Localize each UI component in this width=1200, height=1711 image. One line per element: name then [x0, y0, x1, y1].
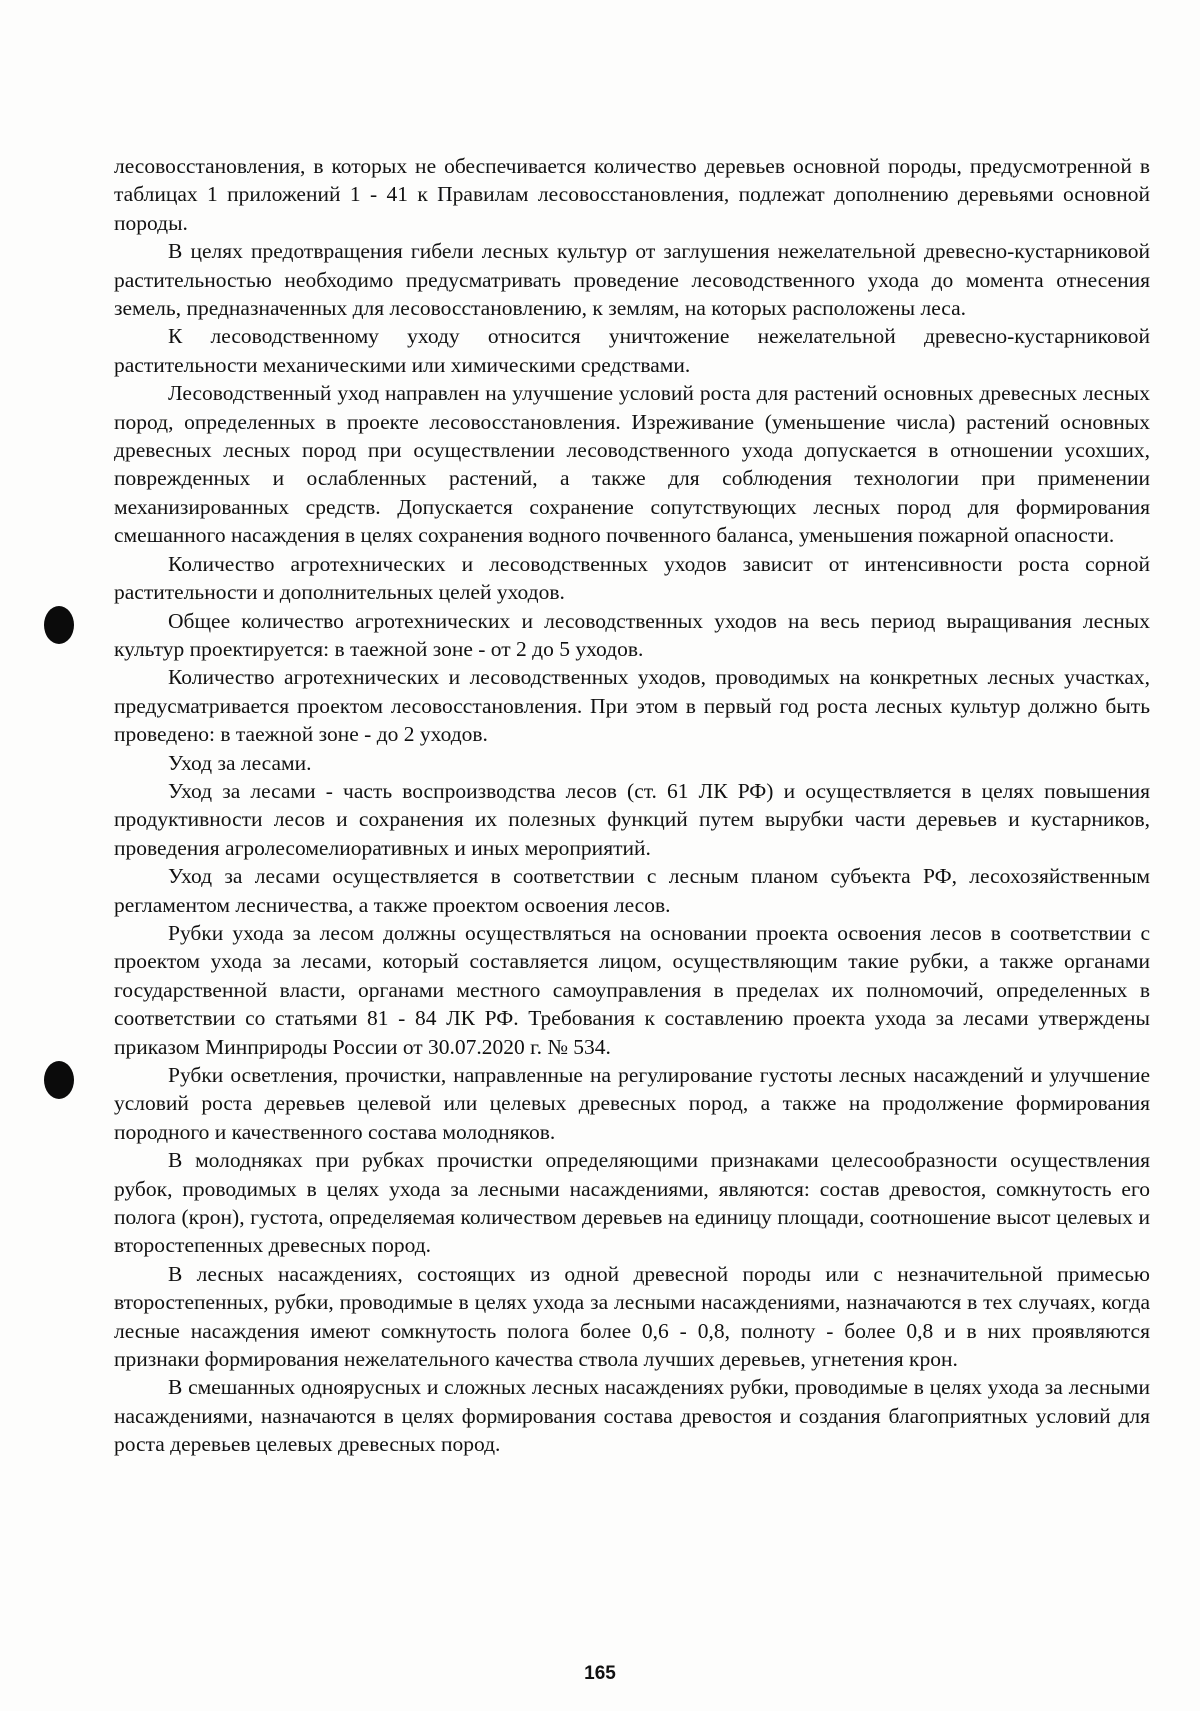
paragraph: Общее количество агротехнических и лесоводственных уходов на весь период выращивания лесных культур проектируется: в таежной зоне - от 2 до 5 уходов.	[114, 608, 1150, 661]
paragraph: В целях предотвращения гибели лесных культур от заглушения нежелательной древесно-кустарниковой растительностью необходимо предусматривать проведение лесоводственного ухода до момента отнесения земель, предназначенных для лесовосстановлению, к землям, на которых расположены леса.	[114, 239, 1150, 321]
paragraph: Уход за лесами осуществляется в соответствии с лесным планом субъекта РФ, лесохозяйственным регламентом лесничества, а также проектом освоения лесов.	[114, 864, 1150, 917]
paragraph: лесовосстановления, в которых не обеспечивается количество деревьев основной породы, предусмотренной в таблицах 1 приложений 1 - 41 к Правилам лесовосстановления, подлежат дополнению деревьями основной породы.	[114, 154, 1150, 235]
paragraph: Рубки ухода за лесом должны осуществляться на основании проекта освоения лесов в соответствии с проектом ухода за лесами, который составляется лицом, осуществляющим такие рубки, а также органами государственной власти, органами местного самоуправления в пределах их полномочий, определенных в соответствии со статьями 81 - 84 ЛК РФ. Требования к составлению проекта ухода за лесами утверждены приказом Минприроды России от 30.07.2020 г. № 534.	[114, 920, 1150, 1059]
paragraph: Количество агротехнических и лесоводственных уходов, проводимых на конкретных лесных участках, предусматривается проектом лесовосстановления. При этом в первый год роста лесных культур должно быть проведено: в таежной зоне - до 2 уходов.	[114, 665, 1150, 747]
paragraph: Рубки осветления, прочистки, направленные на регулирование густоты лесных насаждений и улучшение условий роста деревьев целевой или целевых древесных пород, а также на продолжение формирования породного и качественного состава молодняков.	[114, 1063, 1150, 1144]
section-heading: Уход за лесами.	[168, 750, 312, 775]
punch-hole-mark	[44, 1061, 74, 1099]
paragraph: В лесных насаждениях, состоящих из одной древесной породы или с незначительной примесью второстепенных, рубки, проводимые в целях ухода за лесными насаждениями, назначаются в тех случаях, когда лесные насаждения имеют сомкнутость полога более 0,6 - 0,8, полноту - более 0,8 и в них проявляются признаки формирования нежелательного качества ствола лучших деревьев, угнетения крон.	[114, 1261, 1150, 1372]
paragraph: В смешанных одноярусных и сложных лесных насаждениях рубки, проводимые в целях ухода за лесными насаждениями, назначаются в целях формирования состава древостоя и создания благоприятных условий для роста деревьев целевых древесных пород.	[114, 1375, 1150, 1457]
page-number: 165	[584, 1663, 616, 1684]
paragraph: В молодняках при рубках прочистки определяющими признаками целесообразности осуществления рубок, проводимых в целях ухода за лесными насаждениями, являются: состав древостоя, сомкнутость его полога (крон), густота, определяемая количеством деревьев на единицу площади, соотношение высот целевых и второстепенных древесных пород.	[114, 1148, 1150, 1258]
paragraph: К лесоводственному уходу относится уничтожение нежелательной древесно-кустарниковой растительности механическими или химическими средствами.	[114, 324, 1150, 377]
paragraph: Количество агротехнических и лесоводственных уходов зависит от интенсивности роста сорной растительности и дополнительных целей уходов.	[114, 551, 1150, 605]
paragraph: Уход за лесами - часть воспроизводства лесов (ст. 61 ЛК РФ) и осуществляется в целях повышения продуктивности лесов и сохранения их полезных функций путем вырубки части деревьев и кустарников, проведения агролесомелиоративных и иных мероприятий.	[114, 778, 1150, 860]
body-text	[114, 152, 1150, 1459]
punch-hole-mark	[44, 606, 74, 644]
paragraph: Лесоводственный уход направлен на улучшение условий роста для растений основных древесных лесных пород, определенных в проекте лесовосстановления. Изреживание (уменьшение числа) растений основных древесных лесных пород при осуществлении лесоводственного ухода допускается в отношении усохших, поврежденных и ослабленных растений, а также для соблюдения технологии при применении механизированных средств. Допускается сохранение сопутствующих лесных пород для формирования смешанного насаждения в целях сохранения водного почвенного баланса, уменьшения пожарной опасности.	[114, 381, 1150, 548]
